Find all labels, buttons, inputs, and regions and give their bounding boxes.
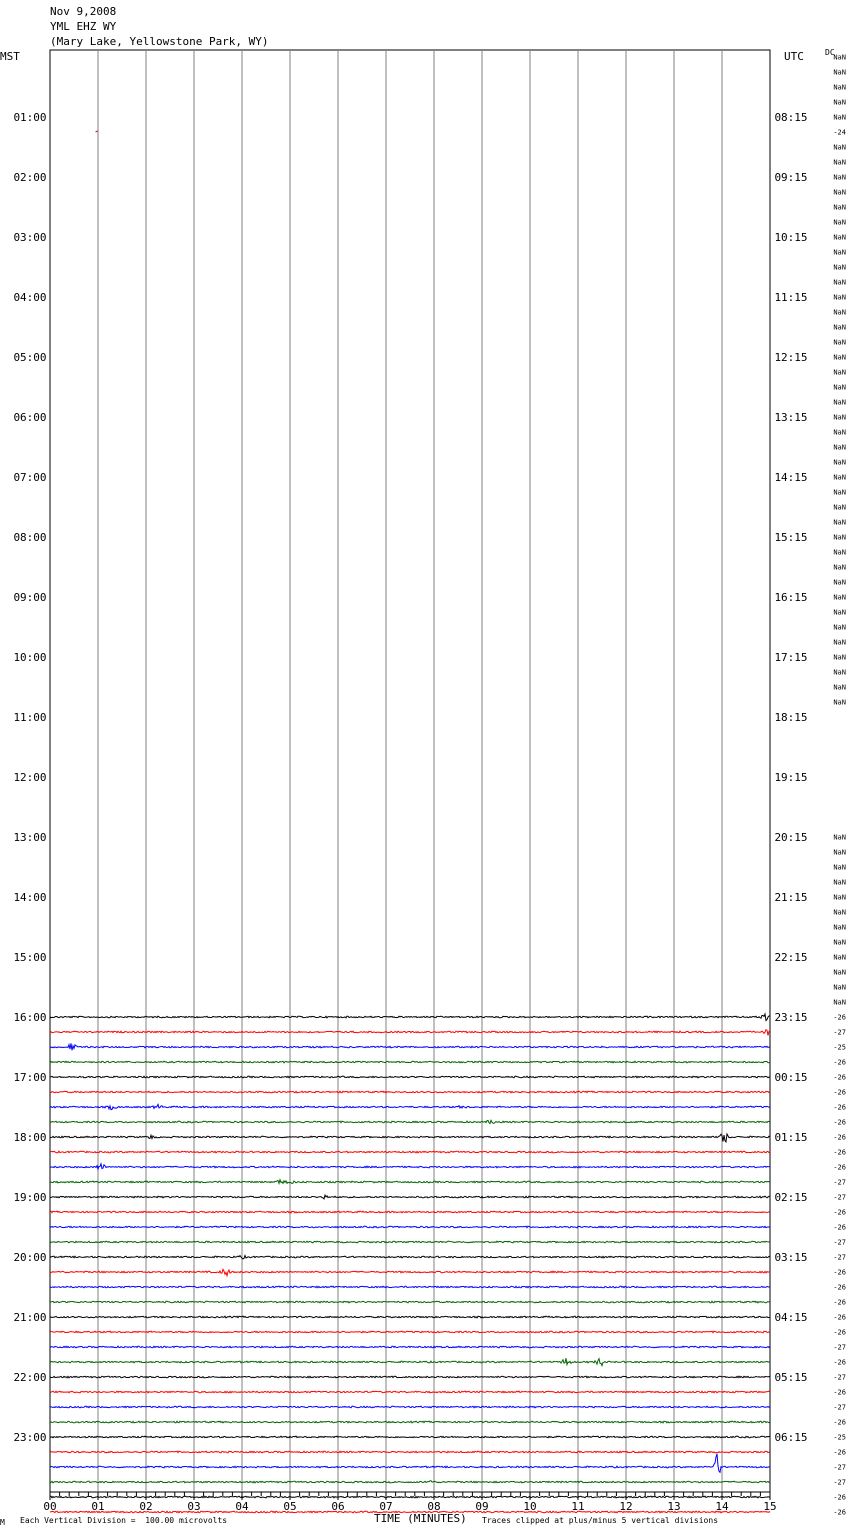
x-tick-label: 00: [43, 1500, 57, 1513]
dc-offset-label: NaN: [833, 608, 846, 617]
dc-offset-label: NaN: [833, 98, 846, 107]
seismic-trace: [50, 1104, 770, 1109]
utc-hour-label: 05:15: [774, 1371, 808, 1384]
mst-hour-label: 02:00: [13, 171, 47, 184]
dc-offset-label: -27: [833, 1178, 846, 1187]
utc-hour-label: 04:15: [774, 1311, 808, 1324]
utc-hour-label: 01:15: [774, 1131, 808, 1144]
mst-hour-label: 22:00: [13, 1371, 47, 1384]
dc-offset-label: -26: [833, 1328, 846, 1337]
seismic-trace: [50, 1091, 770, 1093]
x-tick-label: 05: [283, 1500, 297, 1513]
header-location: (Mary Lake, Yellowstone Park, WY): [50, 35, 269, 48]
dc-offset-label: NaN: [833, 398, 846, 407]
dc-offset-label: NaN: [833, 548, 846, 557]
utc-hour-label: 09:15: [774, 171, 808, 184]
seismic-trace: [50, 1164, 770, 1169]
utc-hour-label: 00:15: [774, 1071, 808, 1084]
dc-offset-label: NaN: [833, 233, 846, 242]
dc-offset-label: -26: [833, 1283, 846, 1292]
mst-hour-label: 10:00: [13, 651, 47, 664]
seismic-trace: [50, 1241, 770, 1243]
utc-hour-label: 02:15: [774, 1191, 808, 1204]
dc-offset-label: -26: [833, 1208, 846, 1217]
dc-offset-label: -26: [833, 1013, 846, 1022]
dc-offset-label: -26: [833, 1448, 846, 1457]
mst-hour-label: 07:00: [13, 471, 47, 484]
seismic-trace: [50, 1151, 770, 1153]
dc-offset-label: -26: [833, 1418, 846, 1427]
x-tick-label: 01: [91, 1500, 105, 1513]
utc-hour-label: 16:15: [774, 591, 808, 604]
dc-offset-label: -27: [833, 1028, 846, 1037]
dc-offset-label: NaN: [833, 278, 846, 287]
seismic-trace: [50, 1391, 770, 1393]
seismic-trace: [50, 1043, 770, 1050]
dc-offset-label: NaN: [833, 563, 846, 572]
x-tick-label: 15: [763, 1500, 777, 1513]
dc-offset-label: NaN: [833, 518, 846, 527]
corner-mark: M: [0, 1518, 5, 1527]
x-tick-label: 07: [379, 1500, 393, 1513]
seismic-trace: [50, 1286, 770, 1288]
dc-offset-label: -26: [833, 1298, 846, 1307]
dc-offset-label: NaN: [833, 503, 846, 512]
utc-hour-label: 13:15: [774, 411, 808, 424]
utc-hour-label: 03:15: [774, 1251, 808, 1264]
mst-hour-label: 04:00: [13, 291, 47, 304]
seismic-trace: [50, 1120, 770, 1123]
dc-offset-label: NaN: [833, 383, 846, 392]
mst-hour-label: 09:00: [13, 591, 47, 604]
utc-hour-label: 23:15: [774, 1011, 808, 1024]
seismic-trace: [50, 1481, 770, 1483]
dc-offset-label: NaN: [833, 458, 846, 467]
mst-hour-label: 01:00: [13, 111, 47, 124]
mst-hour-label: 13:00: [13, 831, 47, 844]
dc-offset-label: NaN: [833, 653, 846, 662]
x-tick-label: 03: [187, 1500, 201, 1513]
x-axis-title: TIME (MINUTES): [374, 1512, 467, 1525]
utc-hour-label: 14:15: [774, 471, 808, 484]
dc-offset-label: NaN: [833, 308, 846, 317]
mst-hour-label: 19:00: [13, 1191, 47, 1204]
trace-fragment: [96, 131, 98, 132]
dc-offset-label: -26: [833, 1073, 846, 1082]
dc-offset-label: -26: [833, 1388, 846, 1397]
dc-offset-label: -27: [833, 1193, 846, 1202]
x-tick-label: 11: [571, 1500, 585, 1513]
dc-offset-label: NaN: [833, 698, 846, 707]
seismic-trace: [50, 1226, 770, 1228]
dc-offset-label: -26: [833, 1313, 846, 1322]
mst-hour-label: 06:00: [13, 411, 47, 424]
dc-offset-label: -27: [833, 1478, 846, 1487]
seismic-trace: [50, 1180, 770, 1184]
seismic-trace: [50, 1406, 770, 1408]
dc-offset-label: NaN: [833, 113, 846, 122]
utc-hour-label: 19:15: [774, 771, 808, 784]
mst-hour-label: 08:00: [13, 531, 47, 544]
dc-offset-label: NaN: [833, 983, 846, 992]
seismic-trace: [50, 1061, 770, 1063]
dc-offset-label: -26: [833, 1493, 846, 1502]
dc-offset-label: NaN: [833, 833, 846, 842]
seismic-trace: [50, 1256, 770, 1259]
dc-offset-label: NaN: [833, 863, 846, 872]
seismic-trace: [50, 1346, 770, 1348]
header-date: Nov 9,2008: [50, 5, 117, 18]
dc-offset-label: NaN: [833, 998, 846, 1007]
dc-offset-label: NaN: [833, 938, 846, 947]
seismic-trace: [50, 1134, 770, 1142]
dc-offset-label: NaN: [833, 878, 846, 887]
dc-offset-label: NaN: [833, 968, 846, 977]
mst-hour-label: 17:00: [13, 1071, 47, 1084]
utc-hour-label: 10:15: [774, 231, 808, 244]
seismic-trace: [50, 1436, 770, 1438]
seismic-trace: [50, 1316, 770, 1318]
seismic-trace: [50, 1454, 770, 1473]
mst-hour-label: 20:00: [13, 1251, 47, 1264]
dc-offset-label: NaN: [833, 593, 846, 602]
dc-offset-label: NaN: [833, 578, 846, 587]
clip-note: Traces clipped at plus/minus 5 vertical divisions: [482, 1516, 719, 1525]
x-tick-label: 14: [715, 1500, 729, 1513]
x-tick-label: 08: [427, 1500, 441, 1513]
dc-offset-label: NaN: [833, 368, 846, 377]
mst-hour-label: 14:00: [13, 891, 47, 904]
x-tick-label: 09: [475, 1500, 489, 1513]
dc-offset-label: -26: [833, 1088, 846, 1097]
dc-offset-label: NaN: [833, 218, 846, 227]
dc-offset-label: -25: [833, 1043, 846, 1052]
dc-offset-label: NaN: [833, 683, 846, 692]
dc-offset-label: NaN: [833, 473, 846, 482]
dc-offset-label: -27: [833, 1373, 846, 1382]
dc-offset-label: -26: [833, 1058, 846, 1067]
mst-hour-label: 12:00: [13, 771, 47, 784]
seismic-trace: [50, 1014, 770, 1021]
dc-offset-label: -26: [833, 1358, 846, 1367]
dc-offset-label: NaN: [833, 173, 846, 182]
dc-offset-label: NaN: [833, 953, 846, 962]
dc-offset-label: NaN: [833, 908, 846, 917]
dc-offset-label: NaN: [833, 248, 846, 257]
dc-offset-label: NaN: [833, 488, 846, 497]
plot-frame: [50, 50, 770, 1492]
header-station: YML EHZ WY: [50, 20, 117, 33]
seismic-trace: [50, 1301, 770, 1303]
seismic-trace: [50, 1451, 770, 1453]
x-tick-label: 10: [523, 1500, 537, 1513]
dc-offset-label: NaN: [833, 53, 846, 62]
dc-offset-label: -27: [833, 1403, 846, 1412]
utc-hour-label: 12:15: [774, 351, 808, 364]
dc-offset-label: NaN: [833, 428, 846, 437]
utc-hour-label: 11:15: [774, 291, 808, 304]
x-tick-label: 12: [619, 1500, 633, 1513]
dc-offset-label: NaN: [833, 923, 846, 932]
dc-offset-label: -26: [833, 1118, 846, 1127]
utc-hour-label: 06:15: [774, 1431, 808, 1444]
scale-note: Each Vertical Division = 100.00 microvolts: [20, 1516, 228, 1525]
dc-offset-label: -26: [833, 1133, 846, 1142]
dc-offset-label: -26: [833, 1103, 846, 1112]
dc-offset-label: NaN: [833, 83, 846, 92]
x-tick-label: 13: [667, 1500, 681, 1513]
utc-label: UTC: [784, 50, 804, 63]
seismic-trace: [50, 1358, 770, 1365]
dc-offset-label: NaN: [833, 293, 846, 302]
dc-offset-label: -26: [833, 1163, 846, 1172]
dc-offset-label: NaN: [833, 143, 846, 152]
dc-offset-label: -27: [833, 1463, 846, 1472]
dc-offset-label: -27: [833, 1343, 846, 1352]
utc-hour-label: 22:15: [774, 951, 808, 964]
mst-hour-label: 16:00: [13, 1011, 47, 1024]
dc-offset-label: -27: [833, 1253, 846, 1262]
dc-offset-label: NaN: [833, 68, 846, 77]
utc-hour-label: 20:15: [774, 831, 808, 844]
seismic-trace: [50, 1076, 770, 1078]
mst-hour-label: 18:00: [13, 1131, 47, 1144]
seismic-trace: [50, 1421, 770, 1423]
mst-hour-label: 11:00: [13, 711, 47, 724]
seismic-trace: [50, 1331, 770, 1333]
mst-hour-label: 05:00: [13, 351, 47, 364]
utc-hour-label: 08:15: [774, 111, 808, 124]
dc-offset-label: -26: [833, 1223, 846, 1232]
dc-offset-label: NaN: [833, 443, 846, 452]
dc-offset-label: NaN: [833, 323, 846, 332]
seismic-trace: [50, 1211, 770, 1213]
dc-offset-label: NaN: [833, 203, 846, 212]
mst-hour-label: 21:00: [13, 1311, 47, 1324]
dc-offset-label: -26: [833, 1508, 846, 1517]
mst-hour-label: 23:00: [13, 1431, 47, 1444]
dc-offset-label: -26: [833, 1148, 846, 1157]
dc-offset-label: -24: [833, 128, 846, 137]
dc-offset-label: NaN: [833, 848, 846, 857]
dc-offset-label: NaN: [833, 263, 846, 272]
x-tick-label: 02: [139, 1500, 153, 1513]
utc-hour-label: 21:15: [774, 891, 808, 904]
dc-offset-label: -26: [833, 1268, 846, 1277]
dc-offset-label: NaN: [833, 893, 846, 902]
seismic-trace: [50, 1496, 770, 1498]
utc-hour-label: 18:15: [774, 711, 808, 724]
x-tick-label: 06: [331, 1500, 345, 1513]
dc-offset-label: -27: [833, 1238, 846, 1247]
mst-label: MST: [0, 50, 20, 63]
seismic-trace: [50, 1195, 770, 1199]
dc-offset-label: NaN: [833, 638, 846, 647]
mst-hour-label: 03:00: [13, 231, 47, 244]
seismic-trace: [50, 1030, 770, 1036]
dc-offset-label: NaN: [833, 623, 846, 632]
utc-hour-label: 15:15: [774, 531, 808, 544]
x-tick-label: 04: [235, 1500, 249, 1513]
dc-offset-label: NaN: [833, 188, 846, 197]
seismic-trace: [50, 1376, 770, 1378]
dc-offset-label: NaN: [833, 413, 846, 422]
mst-hour-label: 15:00: [13, 951, 47, 964]
utc-hour-label: 17:15: [774, 651, 808, 664]
dc-offset-label: NaN: [833, 668, 846, 677]
dc-label: DC: [825, 48, 835, 57]
dc-offset-label: NaN: [833, 158, 846, 167]
dc-offset-label: NaN: [833, 338, 846, 347]
dc-offset-label: NaN: [833, 533, 846, 542]
dc-offset-label: NaN: [833, 353, 846, 362]
seismic-trace: [50, 1269, 770, 1275]
dc-offset-label: -25: [833, 1433, 846, 1442]
